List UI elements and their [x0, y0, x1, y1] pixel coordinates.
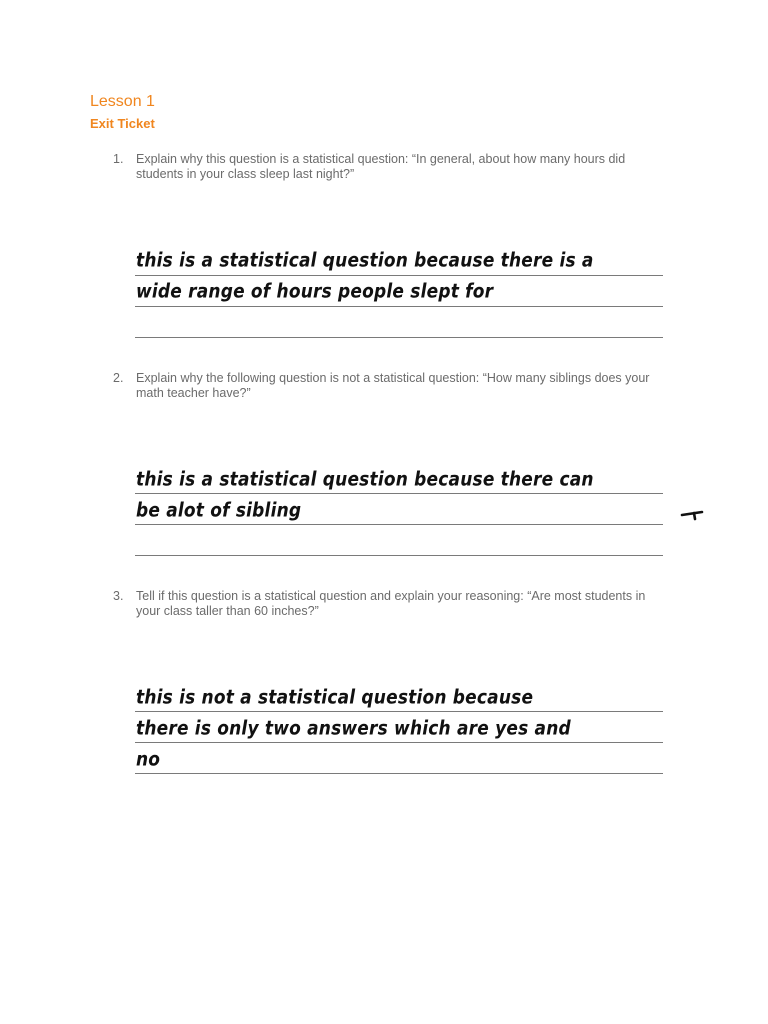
answer-rule [135, 524, 663, 525]
question-2 [113, 371, 673, 401]
answer-rule [135, 773, 663, 774]
answer-rule [135, 711, 663, 712]
answer-rule [135, 555, 663, 556]
handwritten-answer-line: no [136, 748, 161, 771]
question-text: Explain why the following question is not a statistical question: “How many siblings does your math teacher have?” [136, 371, 650, 400]
answer-rule [135, 337, 663, 338]
handwritten-answer-line: wide range of hours people slept for [136, 280, 494, 303]
question-text: Explain why this question is a statistical question: “In general, about how many hours did students in your class sleep last night?” [136, 152, 626, 181]
exit-ticket-subtitle: Exit Ticket [90, 116, 155, 131]
question-3 [113, 589, 673, 619]
question-1 [113, 152, 673, 182]
question-number: 2. [113, 371, 124, 385]
answer-rule [135, 742, 663, 743]
answer-rule [135, 306, 663, 307]
answer-rule [135, 493, 663, 494]
question-number: 3. [113, 589, 124, 603]
handwritten-answer-line: be alot of sibling [136, 499, 302, 522]
handwritten-answer-line: this is not a statistical question because [136, 686, 534, 709]
question-text: Tell if this question is a statistical question and explain your reasoning: “Are most students in your class taller than 60 inches?” [136, 589, 646, 618]
handwritten-answer-line: this is a statistical question because there is a [136, 249, 594, 272]
lesson-title: Lesson 1 [90, 93, 155, 110]
handwritten-answer-line: there is only two answers which are yes and [136, 717, 571, 740]
handwritten-answer-line: this is a statistical question because there can [136, 468, 594, 491]
answer-rule [135, 275, 663, 276]
question-number: 1. [113, 152, 124, 166]
pen-mark [680, 506, 706, 522]
